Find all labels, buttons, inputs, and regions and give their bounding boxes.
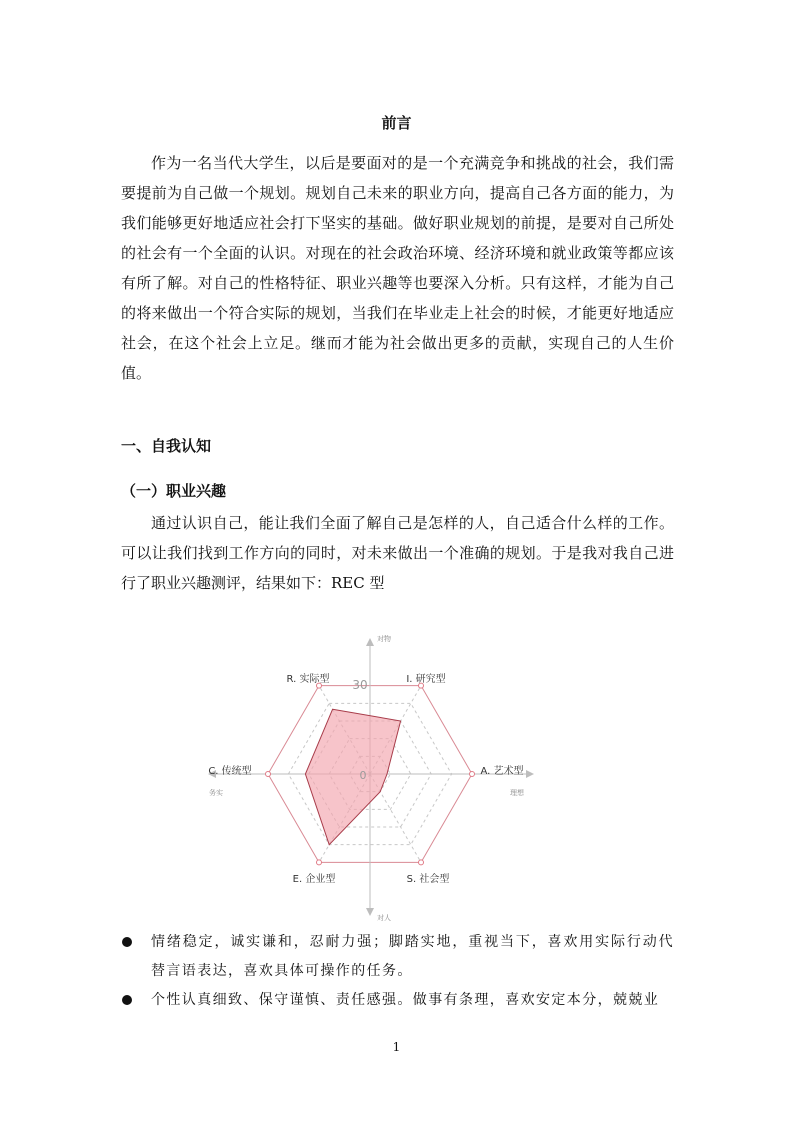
career-interest-paragraph: 通过认识自己，能让我们全面了解自己是怎样的人，自己适合什么样的工作。可以让我们找到工作方向的同时，对未来做出一个准确的规划。于是我对我自己进行了职业兴趣测评，结果如下：REC 型 — [121, 514, 674, 592]
vertex-point-3 — [419, 860, 424, 865]
vertex-point-2 — [470, 772, 475, 777]
list-item — [121, 928, 674, 986]
section-heading-self-awareness: 一、自我认知 — [121, 437, 212, 455]
bullet-icon — [122, 937, 132, 947]
holland-radar-chart — [198, 628, 538, 926]
axis-label-right: 理想 — [510, 789, 524, 797]
trait-bullet-list — [121, 928, 674, 1015]
scale-label-min: 0 — [359, 769, 367, 782]
radar-svg — [198, 628, 538, 926]
page-title: 前言 — [381, 114, 412, 132]
vertex-point-5 — [266, 772, 271, 777]
category-label-enterprising: E. 企业型 — [292, 874, 336, 885]
page-number: 1 — [392, 1040, 401, 1054]
category-label-realistic: R. 实际型 — [286, 674, 330, 685]
axis-arrow-bottom — [366, 908, 374, 916]
axis-arrow-right — [526, 770, 534, 778]
category-label-artistic: A. 艺术型 — [480, 766, 524, 777]
list-item — [121, 986, 674, 1015]
axis-label-bottom: 对人 — [377, 914, 391, 922]
category-label-social: S. 社会型 — [406, 874, 450, 885]
category-label-conventional: C. 传统型 — [208, 766, 252, 777]
subsection-heading-career-interest: （一）职业兴趣 — [121, 482, 227, 500]
scale-label-max: 30 — [352, 678, 368, 692]
category-label-investigative: I. 研究型 — [406, 674, 446, 685]
axis-arrow-top — [366, 638, 374, 646]
intro-paragraph: 作为一名当代大学生，以后是要面对的是一个充满竞争和挑战的社会，我们需要提前为自己做一个规划。规划自己未来的职业方向，提高自己各方面的能力，为我们能够更好地适应社会打下坚实的基础。做好职业规划的前提，是要对自己所处的社会有一个全面的认识。对现在的社会政治环境、经济环境和就业政策等都应该有所了解。对自己的性格特征、职业兴趣等也要深入分析。只有这样，才能为自己的将来做出一个符合实际的规划，当我们在毕业走上社会的时候，才能更好地适应社会，在这个社会上立足。继而才能为社会做出更多的贡献，实现自己的人生价值。 — [121, 154, 674, 382]
bullet-text: 情绪稳定，诚实谦和，忍耐力强；脚踏实地，重视当下，喜欢用实际行动代替言语表达，喜欢具体可操作的任务。 — [151, 934, 674, 979]
bullet-icon — [122, 995, 132, 1005]
axis-label-top: 对物 — [377, 635, 391, 643]
axis-label-left: 务实 — [209, 789, 223, 797]
vertex-point-4 — [317, 860, 322, 865]
bullet-text: 个性认真细致、保守谨慎、责任感强。做事有条理，喜欢安定本分，兢兢业 — [151, 992, 660, 1008]
radar-data-area — [305, 709, 400, 844]
